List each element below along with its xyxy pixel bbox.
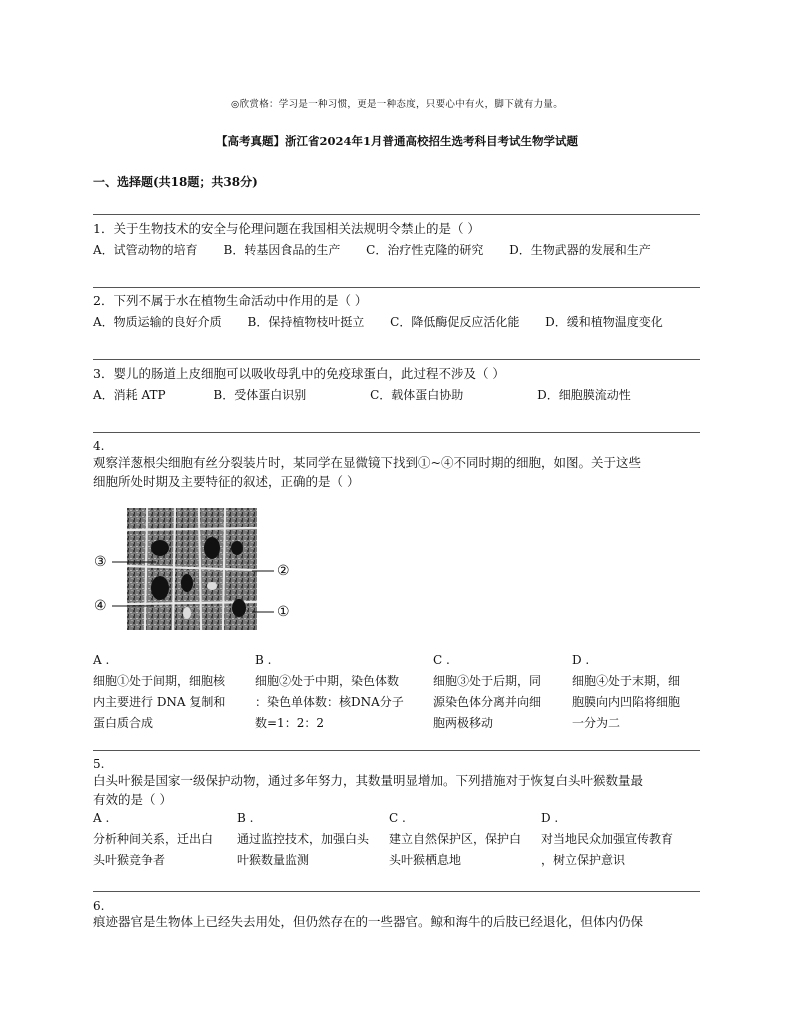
option-b[interactable]: B．受体蛋白识别 — [213, 388, 307, 402]
option-a[interactable]: A．试管动物的培育 — [93, 243, 198, 257]
figure-label-3: ③ — [94, 554, 107, 570]
option-c[interactable]: C．降低酶促反应活化能 — [390, 315, 520, 329]
question-4-option-b[interactable]: B . 细胞②处于中期，染色体数 ：染色单体数：核DNA分子 数=1：2：2 — [255, 653, 404, 730]
question-5-option-b[interactable]: B . 通过监控技术，加强白头 叶猴数量监测 — [237, 811, 370, 867]
figure-label-4: ④ — [94, 598, 107, 614]
question-4-option-d[interactable]: D . 细胞④处于末期，细 胞膜向内凹陷将细胞 一分为二 — [572, 653, 681, 730]
option-c[interactable]: C．载体蛋白协助 — [370, 388, 464, 402]
option-b[interactable]: B．保持植物枝叶挺立 — [247, 315, 365, 329]
divider — [93, 891, 700, 892]
option-d[interactable]: D．缓和植物温度变化 — [545, 315, 663, 329]
option-d[interactable]: D．生物武器的发展和生产 — [509, 243, 651, 257]
option-c[interactable]: C．治疗性克隆的研究 — [366, 243, 484, 257]
question-4-option-a[interactable]: A . 细胞①处于间期，细胞核 内主要进行 DNA 复制和 蛋白质合成 — [93, 653, 226, 730]
option-a[interactable]: A．消耗 ATP — [93, 388, 166, 402]
divider — [93, 750, 700, 751]
question-4-stem-line2: 细胞所处时期及主要特征的叙述，正确的是（ ） — [93, 474, 360, 489]
page-title: 【高考真题】浙江省2024年1月普通高校招生选考科目考试生物学试题 — [215, 134, 578, 148]
question-5-stem-line2: 有效的是（ ） — [93, 792, 172, 807]
section-heading: 一、选择题(共18题；共38分) — [93, 175, 258, 189]
question-5-stem-line1: 白头叶猴是国家一级保护动物，通过多年努力，其数量明显增加。下列措施对于恢复白头叶猴数量最 — [93, 773, 644, 788]
question-6-stem-line1: 痕迹器官是生物体上已经失去用处，但仍然存在的一些器官。鲸和海牛的后肢已经退化，但体内仍保 — [93, 914, 644, 929]
question-5-option-c[interactable]: C . 建立自然保护区，保护白 头叶猴栖息地 — [389, 811, 522, 867]
figure-label-1: ① — [277, 604, 290, 620]
question-4-option-c[interactable]: C . 细胞③处于后期，同 源染色体分离并向细 胞两极移动 — [433, 653, 542, 730]
divider — [93, 287, 700, 288]
question-5-option-a[interactable]: A . 分析种间关系，迁出白 头叶猴竞争者 — [93, 811, 214, 867]
question-3-stem: 3．婴儿的肠道上皮细胞可以吸收母乳中的免疫球蛋白，此过程不涉及（ ） — [93, 366, 505, 381]
option-a[interactable]: A．物质运输的良好介质 — [93, 315, 222, 329]
option-b[interactable]: B．转基因食品的生产 — [223, 243, 341, 257]
motto: ◎欣赏格：学习是一种习惯，更是一种态度，只要心中有火，脚下就有力量。 — [231, 99, 563, 110]
option-d[interactable]: D．细胞膜流动性 — [537, 388, 631, 402]
question-1-stem: 1．关于生物技术的安全与伦理问题在我国相关法规明令禁止的是（ ） — [93, 221, 480, 236]
question-4-stem-line1: 观察洋葱根尖细胞有丝分裂装片时，某同学在显微镜下找到①~④不同时期的细胞，如图。关于这些 — [93, 455, 641, 470]
question-2-options — [93, 312, 700, 332]
figure-label-2: ② — [277, 563, 290, 579]
question-3-options — [93, 385, 700, 405]
question-4-number: 4. — [93, 439, 105, 453]
divider — [93, 214, 700, 215]
divider — [93, 432, 700, 433]
question-5-number: 5. — [93, 757, 105, 771]
question-6-number: 6. — [93, 899, 105, 913]
question-2-stem: 2．下列不属于水在植物生命活动中作用的是（ ） — [93, 293, 368, 308]
divider — [93, 359, 700, 360]
question-5-option-d[interactable]: D . 对当地民众加强宣传教育 ，树立保护意识 — [541, 811, 674, 867]
figure-callout-lines — [94, 508, 304, 630]
question-1-options — [93, 240, 700, 260]
